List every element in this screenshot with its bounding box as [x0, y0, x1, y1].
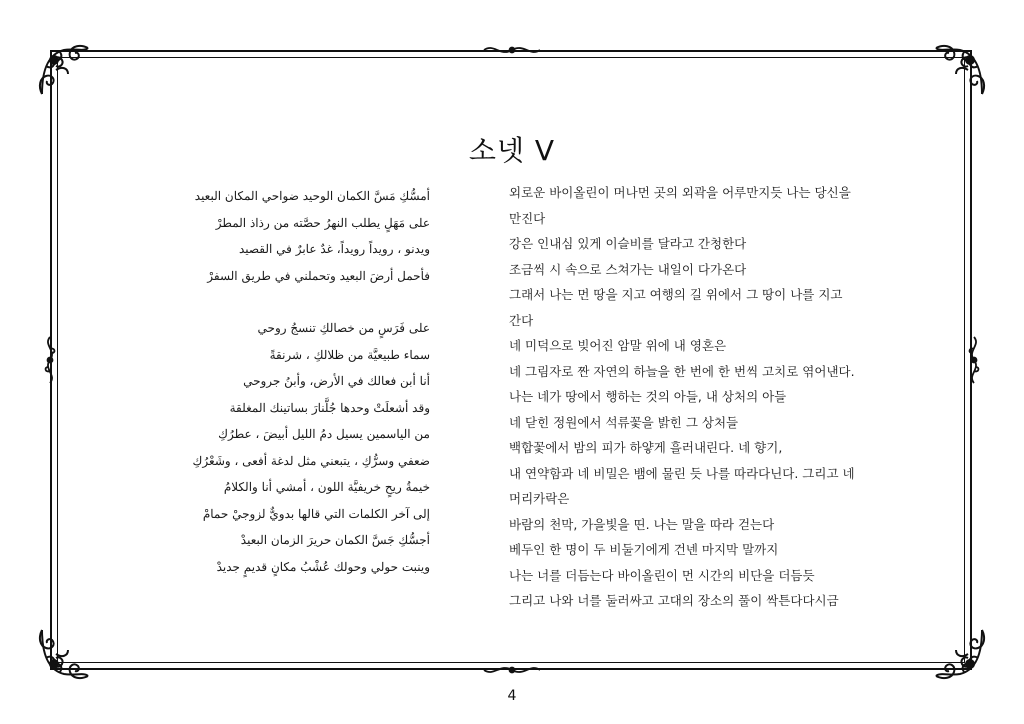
arabic-poem: [190, 183, 430, 580]
corner-ornament-icon: [928, 622, 990, 684]
stanza-break: [190, 289, 430, 315]
korean-line: 베두인 한 명이 두 비둘기에게 건넨 마지막 말까지: [509, 542, 779, 557]
korean-line: 만진다: [509, 210, 546, 226]
korean-line: 그리고 나와 너를 둘러싸고 고대의 장소의 풀이 싹튼다다시금: [509, 593, 839, 608]
corner-ornament-icon: [34, 40, 96, 102]
arabic-line: فأحمل أرضَ البعيد وتحملني في طريق السفرْ: [207, 268, 430, 283]
scroll-ornament-icon: [965, 335, 983, 385]
arabic-line: ضعفي وسرُّكِ ، يتبعني مثل لدغة أفعى ، وشَعْرُكِ: [192, 453, 430, 468]
korean-line: 나는 너를 더듬는다 바이올린이 먼 시간의 비단을 더듬듯: [509, 567, 815, 583]
arabic-line: ويدنو ، رويداً رويداً، غدٌ عابرٌ في القصيد: [238, 242, 430, 256]
scroll-ornament-icon: [41, 335, 59, 385]
arabic-line: خيمةُ ريحٍ خريفيَّة اللون ، أمشي أنا والكلامُ: [223, 480, 430, 494]
arabic-line: وينبت حولي وحولك عُشْبُ مكانٍ قديمٍ جديدْ: [216, 559, 430, 574]
korean-line: 네 미덕으로 빚어진 암말 위에 내 영혼은: [509, 338, 727, 353]
arabic-line: من الياسمين يسيل دمُ الليل أبيضَ ، عطرُكِ: [218, 427, 430, 441]
arabic-line: أمسُّكِ مَسَّ الكمان الوحيد ضواحي المكان البعيد: [194, 189, 430, 203]
korean-line: 바람의 천막, 가을빛을 띤. 나는 말을 따라 걷는다: [509, 516, 775, 532]
korean-line: 조금씩 시 속으로 스쳐가는 내일이 다가온다: [509, 261, 747, 277]
scroll-ornament-icon: [482, 661, 542, 679]
arabic-line: إلى آخر الكلمات التي قالها بدويٌّ لزوجيْ حمامْ: [202, 506, 430, 521]
arabic-line: سماء طبيعيَّة من ظلالكِ ، شرنقةً: [269, 347, 430, 362]
corner-ornament-icon: [928, 40, 990, 102]
arabic-line: على فَرَسٍ من خصالكِ تنسجُ روحي: [257, 321, 430, 335]
korean-line: 간다: [509, 312, 534, 328]
arabic-line: أجسُّكِ جَسَّ الكمان حريرَ الزمان البعيدْ: [240, 533, 430, 547]
korean-line: 네 그림자로 짠 자연의 하늘을 한 번에 한 번씩 고치로 엮어낸다.: [509, 363, 855, 379]
korean-line: 네 닫힌 정원에서 석류꽃을 밝힌 그 상처들: [509, 414, 739, 430]
arabic-line: وقد أشعلَتْ وحدها جُلَّنارَ بساتينك المغلقة: [229, 400, 430, 415]
poem-title: 소넷 V: [468, 133, 556, 167]
arabic-line: أنا أبن فعالك في الأرض، وأبنُ جروحي: [243, 374, 430, 388]
scroll-ornament-icon: [482, 41, 542, 59]
korean-line: 강은 인내심 있게 이슬비를 달라고 간청한다: [509, 236, 747, 251]
page-number: 4: [507, 688, 517, 704]
korean-line: 그래서 나는 먼 땅을 지고 여행의 길 위에서 그 땅이 나를 지고: [509, 287, 843, 302]
korean-translation: [509, 180, 909, 614]
korean-line: 머리카락은: [509, 491, 570, 506]
korean-line: 백합꽃에서 밤의 피가 하얗게 흘러내린다. 네 향기,: [509, 440, 783, 455]
korean-line: 나는 네가 땅에서 행하는 것의 아들, 내 상처의 아들: [509, 389, 787, 404]
korean-line: 외로운 바이올린이 머나먼 곳의 외곽을 어루만지듯 나는 당신을: [509, 185, 851, 200]
korean-line: 내 연약함과 네 비밀은 뱀에 물린 듯 나를 따라다닌다. 그리고 네: [509, 465, 855, 481]
corner-ornament-icon: [34, 622, 96, 684]
arabic-line: على مَهَلٍ يطلب النهرُ حصَّته من رذاذ المطرْ: [215, 215, 430, 230]
